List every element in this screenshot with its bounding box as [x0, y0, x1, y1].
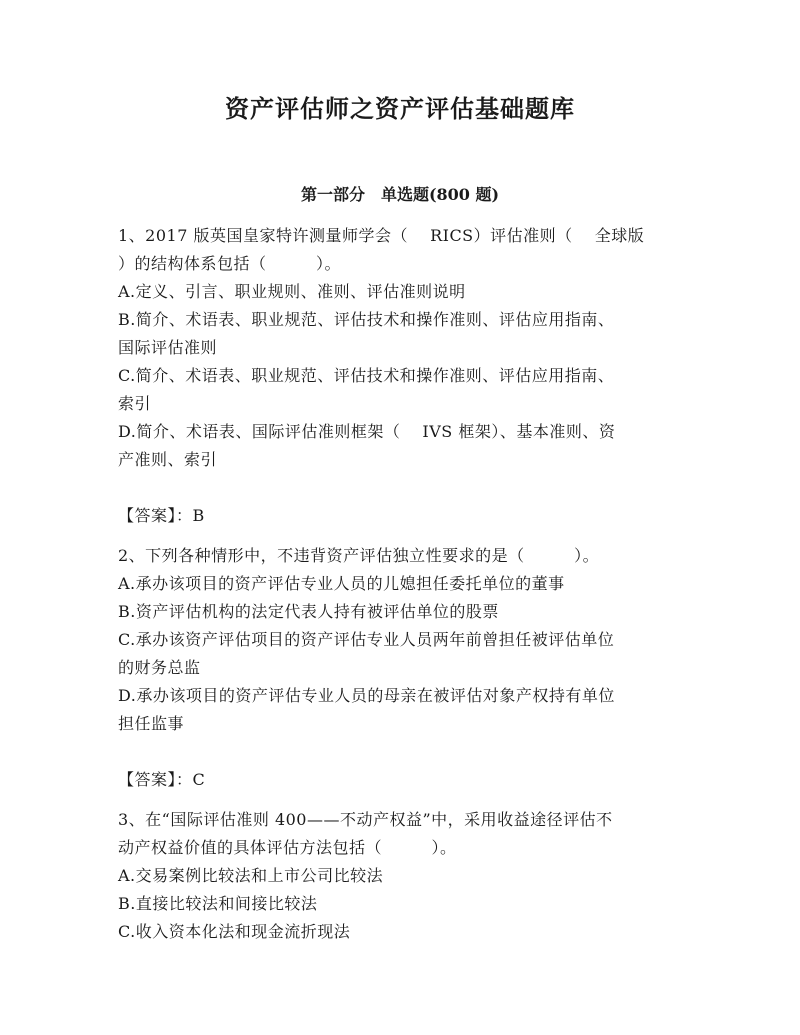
option-d: D.简介、术语表、国际评估准则框架（ IVS 框架）、基本准则、资: [118, 422, 616, 441]
question-stem-line: ）的结构体系包括（ ）。: [118, 254, 342, 273]
option-b-cont: 国际评估准则: [118, 338, 218, 357]
question-stem-line: 1、2017 版英国皇家特许测量师学会（ RICS）评估准则（ 全球版: [118, 226, 645, 245]
answer-label: 【答案】：C: [118, 770, 206, 789]
option-d-cont: 产准则、索引: [118, 450, 218, 469]
option-b: B.直接比较法和间接比较法: [118, 894, 318, 913]
answer-label: 【答案】：B: [118, 506, 205, 525]
section-heading: 第一部分 单选题(800 题): [300, 185, 500, 204]
option-c: C.承办该资产评估项目的资产评估专业人员两年前曾担任被评估单位: [118, 630, 615, 649]
option-b: B.资产评估机构的法定代表人持有被评估单位的股票: [118, 602, 499, 621]
question-stem-line: 3、在“国际评估准则 400——不动产权益”中，采用收益途径评估不: [118, 810, 613, 829]
option-c: C.简介、术语表、职业规范、评估技术和操作准则、评估应用指南、: [118, 366, 615, 385]
page-title: 资产评估师之资产评估基础题库: [225, 94, 575, 123]
question-1: [118, 222, 688, 530]
option-b: B.简介、术语表、职业规范、评估技术和操作准则、评估应用指南、: [118, 310, 615, 329]
option-a: A.承办该项目的资产评估专业人员的儿媳担任委托单位的董事: [118, 574, 565, 593]
option-c-cont: 的财务总监: [118, 658, 201, 677]
option-a: A.定义、引言、职业规则、准则、评估准则说明: [118, 282, 466, 301]
option-a: A.交易案例比较法和上市公司比较法: [118, 866, 384, 885]
option-c-cont: 索引: [118, 394, 152, 413]
option-c: C.收入资本化法和现金流折现法: [118, 922, 351, 941]
question-stem-line: 2、下列各种情形中，不违背资产评估独立性要求的是（ ）。: [118, 546, 600, 565]
question-list: [118, 222, 688, 946]
question-3: [118, 806, 688, 946]
question-2: [118, 542, 688, 794]
question-stem-line: 动产权益价值的具体评估方法包括（ ）。: [118, 838, 457, 857]
option-d-cont: 担任监事: [118, 714, 185, 733]
option-d: D.承办该项目的资产评估专业人员的母亲在被评估对象产权持有单位: [118, 686, 615, 705]
